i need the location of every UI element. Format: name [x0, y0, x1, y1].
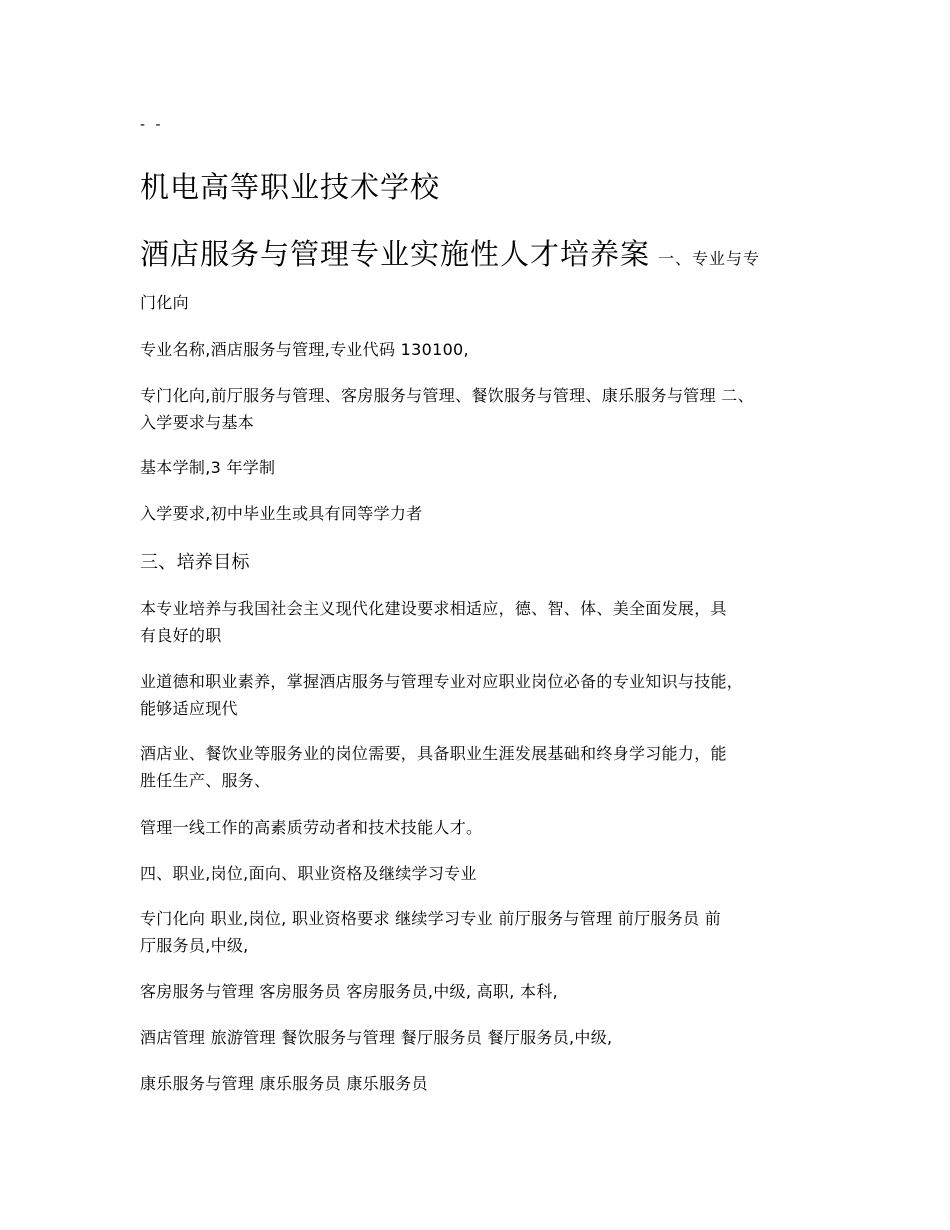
specialization-line-2: 入学要求与基本: [140, 413, 255, 432]
goal-section-heading: 三、培养目标: [140, 552, 250, 573]
major-name-paragraph: 专业名称,酒店服务与管理,专业代码 130100,: [140, 340, 469, 359]
document-title: [140, 232, 820, 273]
goal-paragraph-3-line-2: 胜任生产、服务、: [140, 771, 271, 790]
career-row-3: 酒店管理 旅游管理 餐饮服务与管理 餐厅服务员 餐厅服务员,中级,: [140, 1028, 613, 1047]
section-one-heading-cont: 门化向: [140, 293, 189, 312]
career-row-4: 康乐服务与管理 康乐服务员 康乐服务员: [140, 1074, 428, 1093]
career-section-heading: 四、职业,岗位,面向、职业资格及继续学习专业: [140, 864, 477, 883]
duration-paragraph: 基本学制,3 年学制: [140, 458, 276, 477]
career-row-1-line-1: 专门化向 职业,岗位, 职业资格要求 继续学习专业 前厅服务与管理 前厅服务员 前: [140, 909, 721, 928]
document-title-text: 酒店服务与管理专业实施性人才培养案: [140, 237, 651, 271]
page-header-marker: - -: [140, 117, 164, 133]
goal-paragraph-1-line-1: 本专业培养与我国社会主义现代化建设要求相适应，德、智、体、美全面发展，具: [140, 599, 727, 618]
school-name-heading: 机电高等职业技术学校: [140, 170, 441, 204]
goal-paragraph-2-line-1: 业道德和职业素养，掌握酒店服务与管理专业对应职业岗位必备的专业知识与技能，: [140, 672, 744, 691]
career-row-2: 客房服务与管理 客房服务员 客房服务员,中级, 高职, 本科,: [140, 982, 558, 1001]
goal-paragraph-3-line-1: 酒店业、餐饮业等服务业的岗位需要，具备职业生涯发展基础和终身学习能力，能: [140, 744, 727, 763]
goal-paragraph-4: 管理一线工作的高素质劳动者和技术技能人才。: [140, 818, 483, 837]
career-row-1-line-2: 厅服务员,中级,: [140, 936, 249, 955]
section-one-heading-start: 一、专业与专: [658, 249, 761, 268]
admission-paragraph: 入学要求,初中毕业生或具有同等学力者: [140, 504, 423, 523]
specialization-line-1: 专门化向,前厅服务与管理、客房服务与管理、餐饮服务与管理、康乐服务与管理 二、: [140, 386, 754, 405]
goal-paragraph-1-line-2: 有良好的职: [140, 626, 222, 645]
goal-paragraph-2-line-2: 能够适应现代: [140, 699, 238, 718]
